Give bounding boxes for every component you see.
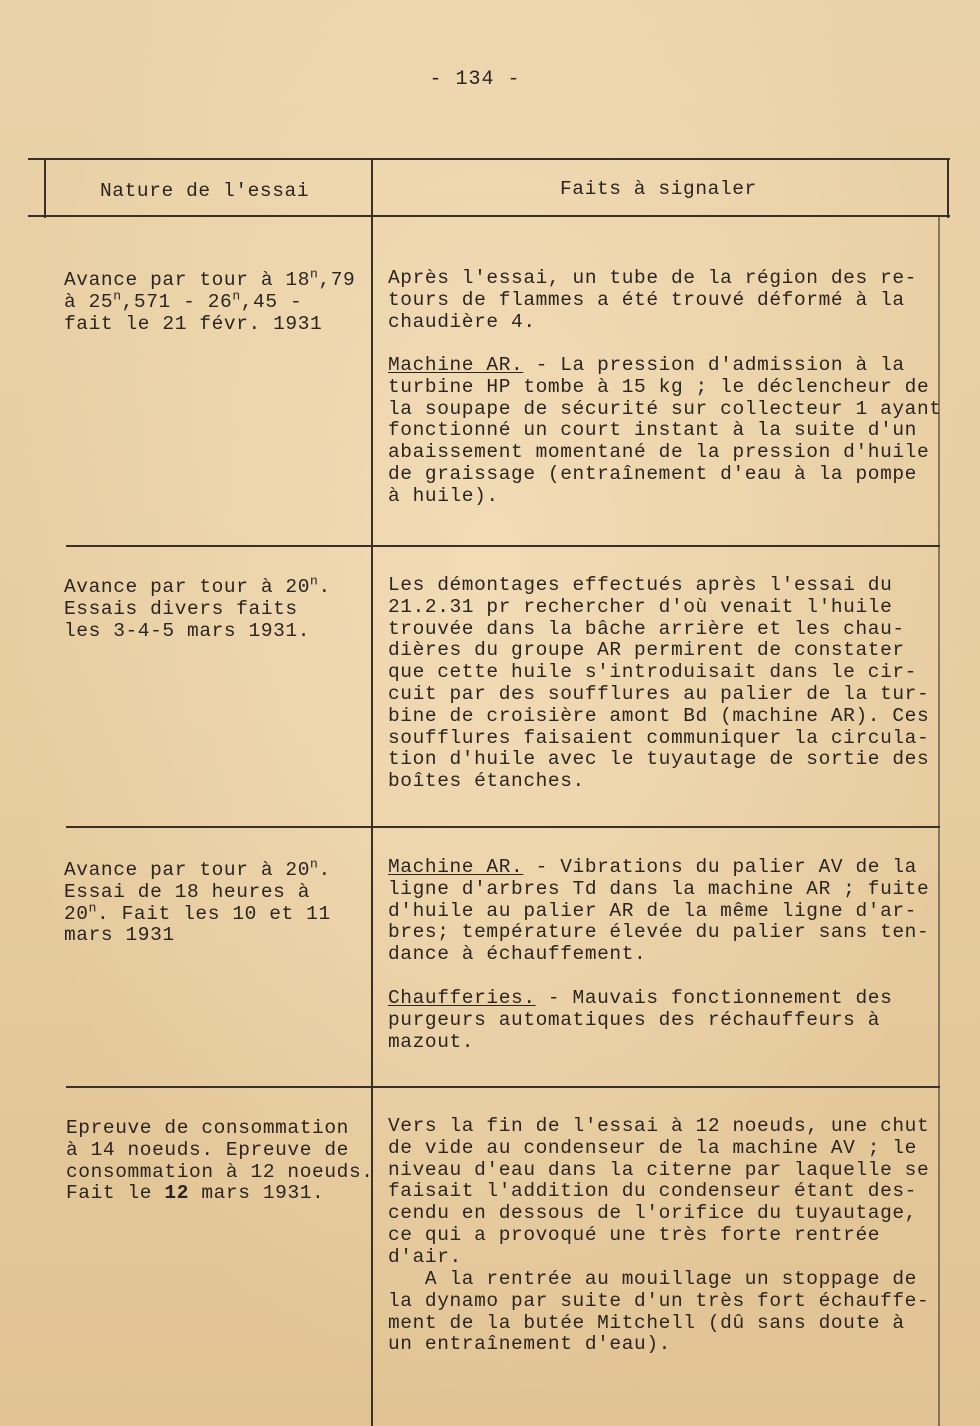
row1-faits-p1: Après l'essai, un tube de la région des re- tours de flammes a été trouvé déformé à la chaudière 4. — [388, 267, 917, 333]
header-faits: Faits à signaler — [560, 178, 757, 200]
table-right-border — [947, 158, 949, 218]
row2-nature: Avance par tour à 20$^n$. Essais divers faits les 3-4-5 mars 1931. — [64, 573, 331, 642]
row-separator-2 — [66, 826, 940, 828]
row4-faits-p2: A la rentrée au mouillage un stoppage de la dynamo par suite d'un très fort échauffe- ment de la butée Mitchell (dû sans doute à un entraînement d'eau). — [388, 1268, 930, 1356]
row3-faits-p2: Chaufferies. - Mauvais fonctionnement des purgeurs automatiques des réchauffeurs à mazout. — [388, 987, 893, 1053]
row3-machine-heading: Machine AR. — [388, 856, 524, 878]
row1-faits-p2: Machine AR. - La pression d'admission à la turbine HP tombe à 15 kg ; le déclencheur de la soupape de sécurité sur collecteur 1 ayant fonctionné un court instant à la suite d'un abaissement momentané de la pression d'huile de graissage (entraînement d'eau à la pompe à huile). — [388, 354, 942, 507]
row4-nature: Epreuve de consommation à 14 noeuds. Epreuve de consommation à 12 noeuds. Fait le 12 mars 1931. — [66, 1117, 374, 1205]
row3-nature: Avance par tour à 20$^n$. Essai de 18 heures à 20$^n$. Fait les 10 et 11 mars 1931 — [64, 856, 331, 947]
row3-faits-p1: Machine AR. - Vibrations du palier AV de la ligne d'arbres Td dans la machine AR ; fuite d'huile au palier AR de la même ligne d'ar- bres; température élevée du palier sans ten- dance à échauffement. — [388, 856, 930, 966]
page-number: - 134 - — [429, 68, 521, 91]
table-top-border — [28, 158, 950, 160]
header-nature: Nature de l'essai — [100, 180, 310, 202]
row1-nature: Avance par tour à 18$^n$,79 à 25$^n$,571 - 26$^n$,45 - fait le 21 févr. 1931 — [64, 266, 356, 335]
row1-machine-heading: Machine AR. — [388, 354, 524, 376]
row3-chaufferies-heading: Chaufferies. — [388, 987, 536, 1009]
row2-faits-p1: Les démontages effectués après l'essai du 21.2.31 pr rechercher d'où venait l'huile trouvée dans la bâche arrière et les chau- dières du groupe AR permirent de constater que cette huile s'introduisait dans le cir- cuit par des soufflures au palier de la tur- bine de croisière amont Bd (machine AR). Ces soufflures faisaient communiquer la circula- tion d'huile avec le tuyautage de sortie des boîtes étanches. — [388, 574, 930, 793]
column-divider — [371, 158, 373, 1426]
row-separator-1 — [66, 545, 940, 547]
row4-faits-p1: Vers la fin de l'essai à 12 noeuds, une chut de vide au condenseur de la machine AV ; le niveau d'eau dans la citerne par laquelle se faisait l'addition du condenseur étant des- cendu en dessous de l'orifice du tuyautage, ce qui a provoqué une très forte rentrée d'air. — [388, 1115, 930, 1268]
table-left-border — [44, 158, 46, 218]
header-bottom-border — [28, 215, 950, 217]
row-separator-3 — [66, 1086, 940, 1088]
